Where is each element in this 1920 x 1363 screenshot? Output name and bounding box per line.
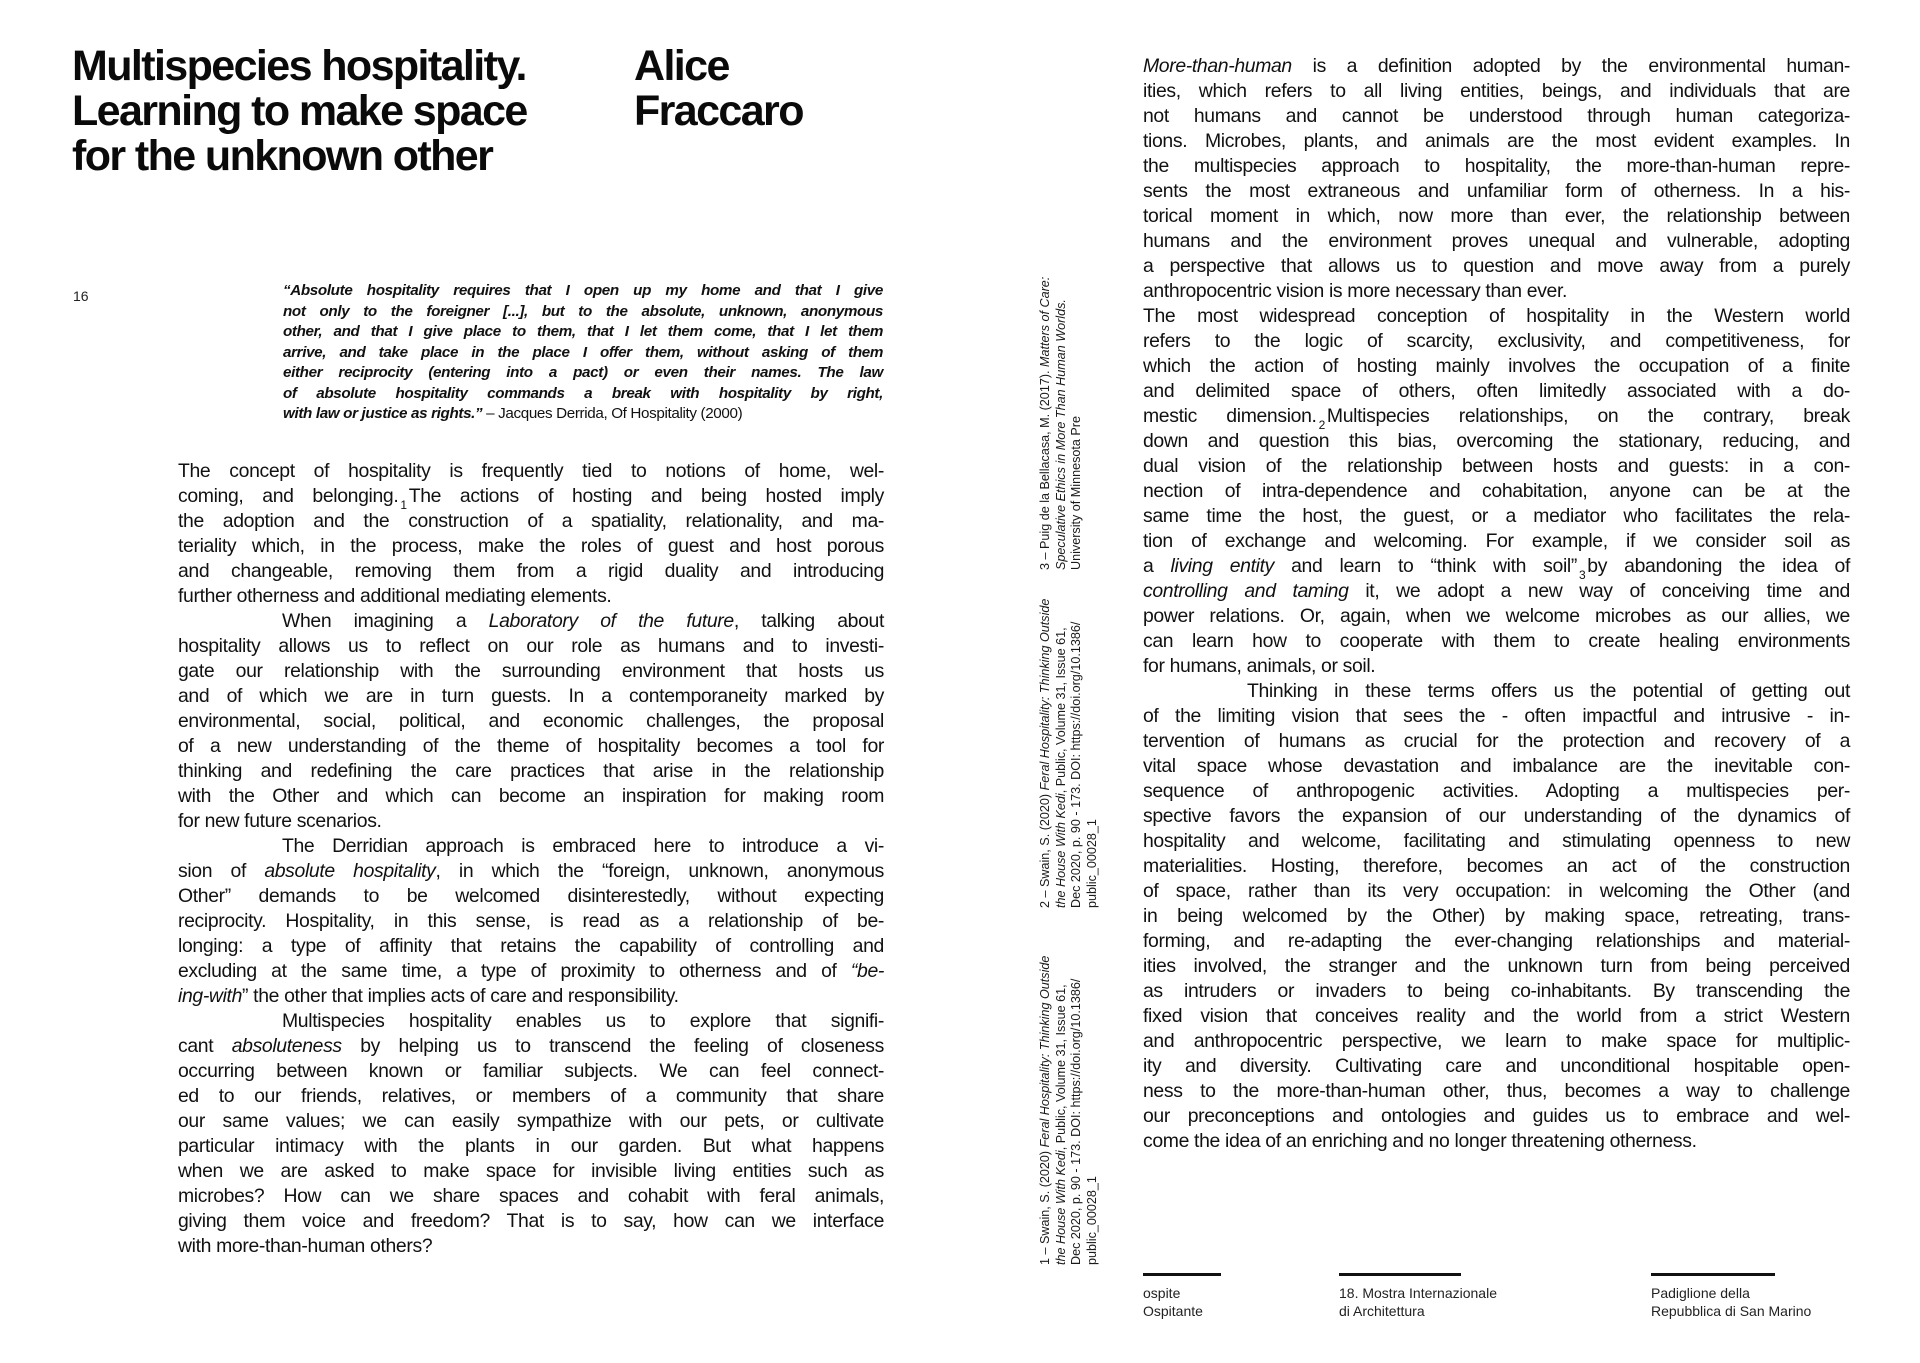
text-span: ” the other that implies acts of care and responsibility.: [242, 985, 679, 1007]
emphasis: More-than-human: [1143, 55, 1292, 77]
footer-line: 18. Mostra Internazionale: [1339, 1285, 1497, 1301]
footnote-line: University of Minnesota Pre: [1069, 416, 1083, 570]
text-line: in being welcomed by the Other) by making space, retreating, trans-: [1143, 905, 1850, 927]
text-line: [178, 1034, 884, 1059]
text-span: , Public, Volume 31, Issue 61,: [1053, 984, 1068, 1151]
text-line: [1143, 579, 1850, 604]
emphasis: ing-with: [178, 985, 243, 1007]
footer-line: di Architettura: [1339, 1303, 1425, 1319]
text-span: 1 – Swain, S. (2020): [1038, 1147, 1052, 1265]
footnote-line: public_00028_1: [1084, 819, 1099, 908]
title-line: for the unknown other: [72, 132, 493, 180]
emphasis: controlling and taming: [1143, 580, 1349, 602]
epigraph-quote: [283, 281, 883, 425]
text-line: [178, 609, 884, 634]
text-line: of a new understanding of the theme of hospitality becomes a tool for: [178, 735, 884, 757]
footnote-line: public_00028_1: [1084, 1176, 1099, 1265]
footer-rule: [1339, 1273, 1461, 1276]
text-line: and anthropocentric perspective, we learn to make space for multiplic-: [1143, 1030, 1850, 1052]
text-line: The most widespread conception of hospitality in the Western world: [1143, 305, 1850, 327]
text-line: spective favors the expansion of our understanding of the dynamics of: [1143, 805, 1850, 827]
quote-line-last: [283, 404, 883, 425]
footer-mostra: [1339, 1273, 1497, 1320]
text-line: ities, which refers to all living entities, beings, and individuals that are: [1143, 80, 1850, 102]
text-line: [1143, 554, 1850, 582]
text-line: of space, rather than its very occupation: in welcoming the Other (and: [1143, 880, 1850, 902]
footnote-line[interactable]: Dec 2020, p. 90 - 173. DOI: https://doi.org/10.1386/: [1069, 978, 1083, 1265]
emphasis: absoluteness: [231, 1035, 342, 1057]
footer-ospite-ospitante: [1143, 1273, 1221, 1320]
emphasis: the House With Kedi: [1053, 793, 1068, 908]
text-line: our same values; we can easily sympathize with our pets, or cultivate: [178, 1110, 884, 1132]
text-line: thinking and redefining the care practices that arise in the relationship: [178, 760, 884, 782]
text-line: tervention of humans as crucial for the protection and recovery of a: [1143, 730, 1850, 752]
text-line: the adoption and the construction of a spatiality, relationality, and ma-: [178, 510, 884, 532]
text-span: , talking about: [733, 610, 884, 632]
text-line: refers to the logic of scarcity, exclusivity, and competitiveness, for: [1143, 330, 1850, 352]
quote-line: not only to the foreigner [...], but to the absolute, unknown, anonymous: [283, 302, 883, 320]
text-line: reciprocity. Hospitality, in this sense, is read as a relationship of be-: [178, 910, 884, 932]
text-line: [178, 959, 884, 984]
author-first-name: Alice: [634, 42, 729, 90]
footnote-line: [1054, 277, 1070, 570]
footnote-line: [1038, 277, 1054, 570]
text-span: mestic dimension.: [1143, 405, 1317, 427]
text-line: anthropocentric vision is more necessary than ever.: [1143, 280, 1568, 302]
footer-padiglione: [1651, 1273, 1811, 1320]
text-span: The actions of hosting and being hosted imply: [408, 485, 884, 507]
emphasis: the House With Kedi: [1053, 1150, 1068, 1265]
text-line: hospitality and welcome, facilitating and stimulating openness to new: [1143, 830, 1850, 852]
text-line: of the limiting vision that sees the - often impactful and intrusive - in-: [1143, 705, 1850, 727]
quote-text: with law or justice as rights.”: [283, 405, 483, 422]
footer-line: Repubblica di San Marino: [1651, 1303, 1812, 1319]
text-line: The concept of hospitality is frequently tied to notions of home, wel-: [178, 460, 884, 482]
title-line: Learning to make space: [72, 87, 527, 135]
emphasis: living entity: [1170, 555, 1274, 577]
text-line: particular intimacy with the plants in our garden. But what happens: [178, 1135, 884, 1157]
text-line: for new future scenarios.: [178, 810, 382, 832]
footnote-1: [1038, 956, 1100, 1265]
text-line: longing: a type of affinity that retains the capability of controlling and: [178, 935, 884, 957]
text-line: gate our relationship with the surrounding environment that hosts us: [178, 660, 884, 682]
text-span: and learn to “think with soil”: [1274, 555, 1577, 577]
text-line: [1143, 404, 1850, 432]
emphasis: Laboratory of the future: [488, 610, 734, 632]
text-line: nection of intra-dependence and cohabitation, anyone can be at the: [1143, 480, 1850, 502]
text-line: our preconceptions and ontologies and guides us to embrace and wel-: [1143, 1105, 1850, 1127]
text-line: same time the host, the guest, or a mediator who facilitates the rela-: [1143, 505, 1850, 527]
text-line: for humans, animals, or soil.: [1143, 655, 1376, 677]
text-line: hospitality allows us to reflect on our role as humans and to investi-: [178, 635, 884, 657]
quote-line: arrive, and take place in the place I offer them, without asking of them: [283, 343, 883, 361]
text-line: not humans and cannot be understood through human categoriza-: [1143, 105, 1850, 127]
text-line: [1143, 54, 1850, 79]
emphasis: Matters of Care:: [1038, 276, 1052, 367]
text-line: giving them voice and freedom? That is to say, how can we interface: [178, 1210, 884, 1232]
emphasis: Feral Hospitality: Thinking Outside: [1038, 598, 1052, 791]
text-line: fixed vision that conceives reality and the world from a strict Western: [1143, 1005, 1850, 1027]
text-line: and delimited space of others, often limitedly associated with a do-: [1143, 380, 1850, 402]
text-span: a: [1143, 555, 1171, 577]
text-line: with more-than-human others?: [178, 1235, 433, 1257]
emphasis: Feral Hospitality: Thinking Outside: [1038, 955, 1052, 1148]
quote-line: other, and that I give place to them, that I let them come, that I let them: [283, 323, 883, 340]
text-line: sents the most extraneous and unfamiliar form of otherness. In a his-: [1143, 180, 1850, 202]
text-line: dual vision of the relationship between hosts and guests: in a con-: [1143, 455, 1850, 477]
text-span: by helping us to transcend the feeling of closeness: [341, 1035, 884, 1057]
text-line: as intruders or invaders to being co-inhabitants. By transcending the: [1143, 980, 1850, 1002]
footer-line: ospite: [1143, 1285, 1181, 1301]
text-span: it, we adopt a new way of conceiving time and: [1348, 580, 1850, 602]
text-span: , Public, Volume 31, Issue 61,: [1053, 627, 1068, 794]
text-line: Multispecies hospitality enables us to explore that signifi-: [282, 1010, 884, 1032]
text-line: come the idea of an enriching and no longer threatening otherness.: [1143, 1130, 1697, 1152]
text-line: teriality which, in the process, make the roles of guest and host porous: [178, 535, 884, 557]
author-last-name: Fraccaro: [634, 87, 803, 135]
text-line: the multispecies approach to hospitality, the more-than-human repre-: [1143, 155, 1850, 177]
quote-line: of absolute hospitality commands a break with hospitality by right,: [283, 384, 883, 402]
footnote-2: [1038, 599, 1100, 908]
text-line: microbes? How can we share spaces and cohabit with feral animals,: [178, 1185, 884, 1207]
text-span: Multispecies relationships, on the contrary, break: [1326, 405, 1850, 427]
text-line: tions. Microbes, plants, and animals are the most evident examples. In: [1143, 130, 1850, 152]
text-line: further otherness and additional mediating elements.: [178, 585, 612, 607]
footnote-line: [1054, 599, 1070, 908]
emphasis: absolute hospitality: [264, 860, 436, 882]
text-line: torical moment in which, now more than ever, the relationship between: [1143, 205, 1850, 227]
quote-line: “Absolute hospitality requires that I open up my home and that I give: [283, 282, 883, 299]
text-line: tion of exchange and welcoming. For example, if we consider soil as: [1143, 530, 1850, 552]
text-line: Thinking in these terms offers us the potential of getting out: [1247, 680, 1850, 702]
text-line: Other” demands to be welcomed disinterestedly, without expecting: [178, 885, 884, 907]
emphasis: Speculative Ethics in More Than Human Worlds.: [1053, 299, 1068, 570]
text-line: The Derridian approach is embraced here to introduce a vi-: [282, 835, 884, 857]
text-line: [178, 984, 884, 1009]
text-line: sequence of anthropogenic activities. Adopting a multispecies per-: [1143, 780, 1850, 802]
text-span: 2 – Swain, S. (2020): [1038, 790, 1052, 908]
article-title: [72, 44, 527, 179]
text-line: [178, 484, 884, 512]
footnote-3: [1038, 277, 1085, 570]
quote-attribution: – Jacques Derrida, Of Hospitality (2000): [482, 405, 743, 422]
text-span: is a definition adopted by the environmental human-: [1291, 55, 1850, 77]
text-span: When imagining a: [282, 610, 489, 632]
footnote-ref-2[interactable]: 2: [1318, 418, 1325, 432]
body-column-right: [1143, 54, 1850, 1154]
quote-line: either reciprocity (entering into a pact) or even their names. The law: [283, 364, 883, 381]
footnote-ref-1[interactable]: 1: [400, 498, 407, 512]
text-line: a perspective that allows us to question and move away from a purely: [1143, 255, 1850, 277]
text-span: by abandoning the idea of: [1587, 555, 1850, 577]
footer-rule: [1651, 1273, 1775, 1276]
text-line: environmental, social, political, and economic challenges, the proposal: [178, 710, 884, 732]
text-line: materialities. Hosting, therefore, becomes an act of the construction: [1143, 855, 1850, 877]
footer-line: Ospitante: [1143, 1303, 1203, 1319]
text-line: and changeable, removing them from a rigid duality and introducing: [178, 560, 884, 582]
footer-rule: [1143, 1273, 1221, 1276]
author-name: [634, 44, 803, 134]
text-line: ities involved, the stranger and the unknown turn from being perceived: [1143, 955, 1850, 977]
text-line: and of which we are in turn guests. In a contemporaneity marked by: [178, 685, 884, 707]
text-line: ity and diversity. Cultivating care and unconditional hospitable open-: [1143, 1055, 1850, 1077]
page-number: 16: [73, 288, 89, 304]
title-line: Multispecies hospitality.: [72, 42, 526, 90]
text-line: when we are asked to make space for invisible living entities such as: [178, 1160, 884, 1182]
text-line: ness to the more-than-human other, thus, becomes a way to challenge: [1143, 1080, 1850, 1102]
footnote-ref-3[interactable]: 3: [1578, 568, 1586, 582]
body-column-left: [178, 459, 884, 1259]
text-line: down and question this bias, overcoming the stationary, reducing, and: [1143, 430, 1850, 452]
text-span: 3 – Puig de la Bellacasa, M. (2017).: [1038, 366, 1052, 570]
text-span: excluding at the same time, a type of proximity to otherness and of: [178, 960, 851, 982]
text-span: sion of: [178, 860, 265, 882]
text-line: vital space whose devastation and imbalance are the inevitable con-: [1143, 755, 1850, 777]
text-line: occurring between known or familiar subjects. We can feel connect-: [178, 1060, 884, 1082]
text-line: can learn how to cooperate with them to create healing environments: [1143, 630, 1850, 652]
emphasis: “be-: [850, 960, 884, 982]
text-line: which the action of hosting mainly involves the occupation of a finite: [1143, 355, 1850, 377]
text-line: humans and the environment proves unequal and vulnerable, adopting: [1143, 230, 1850, 252]
footnote-line[interactable]: Dec 2020, p. 90 - 173. DOI: https://doi.org/10.1386/: [1069, 621, 1083, 908]
text-line: ed to our friends, relatives, or members of a community that share: [178, 1085, 884, 1107]
text-span: coming, and belonging.: [178, 485, 399, 507]
text-span: , in which the “foreign, unknown, anonymous: [435, 860, 884, 882]
footnote-line: [1054, 956, 1070, 1265]
footer-line: Padiglione della: [1651, 1285, 1750, 1301]
text-line: power relations. Or, again, when we welcome microbes as our allies, we: [1143, 605, 1850, 627]
footnote-line: [1038, 956, 1054, 1265]
text-line: with the Other and which can become an inspiration for making room: [178, 785, 884, 807]
text-line: [178, 859, 884, 884]
text-span: cant: [178, 1035, 232, 1057]
footnote-line: [1038, 599, 1054, 908]
text-line: forming, and re-adapting the ever-changing relationships and material-: [1143, 930, 1850, 952]
